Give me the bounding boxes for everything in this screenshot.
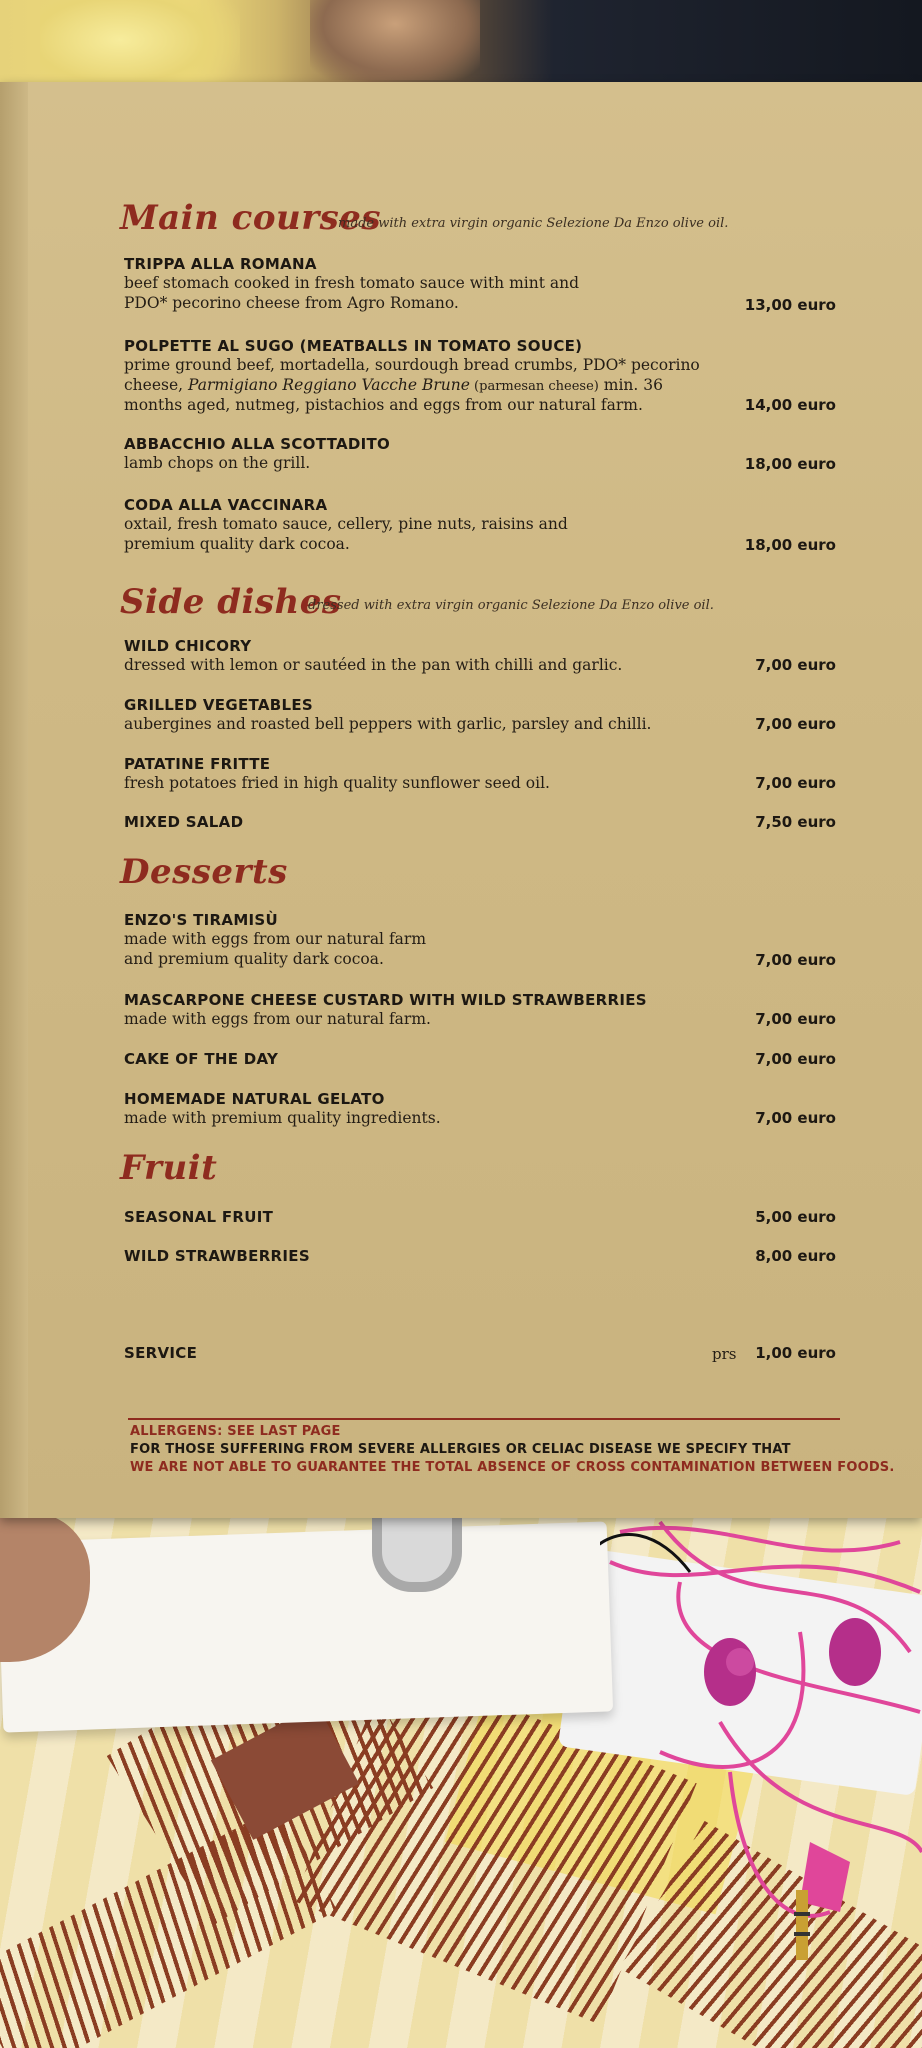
- menu-item-name: SEASONAL FRUIT: [124, 1208, 274, 1226]
- menu-item-desc: [124, 375, 663, 397]
- menu-item-name: PATATINE FRITTE: [124, 755, 271, 773]
- allergen-divider: [128, 1418, 840, 1420]
- desc-segment: cheese,: [124, 376, 188, 394]
- menu-item-desc: oxtail, fresh tomato sauce, cellery, pine nuts, raisins and: [124, 515, 568, 533]
- menu-item-price: 7,00 euro: [755, 656, 836, 674]
- person-in-background: [310, 0, 480, 80]
- menu-item-price: 14,00 euro: [744, 396, 836, 414]
- white-napkin: [0, 1521, 613, 1732]
- section-title-side-dishes: Side dishes: [120, 582, 342, 622]
- menu-item-name: POLPETTE AL SUGO (MEATBALLS IN TOMATO SOUCE): [124, 337, 583, 355]
- menu-item-price: 5,00 euro: [755, 1208, 836, 1226]
- menu-item-price: 7,00 euro: [755, 1109, 836, 1127]
- service-price: 1,00 euro: [755, 1344, 836, 1362]
- menu-item-name: MASCARPONE CHEESE CUSTARD WITH WILD STRAWBERRIES: [124, 991, 647, 1009]
- menu-item-price: 7,00 euro: [755, 1050, 836, 1068]
- menu-item-desc: dressed with lemon or sautéed in the pan with chilli and garlic.: [124, 656, 623, 674]
- menu-item-desc: made with eggs from our natural farm.: [124, 1010, 431, 1028]
- menu-item-desc: fresh potatoes fried in high quality sunflower seed oil.: [124, 774, 550, 792]
- desc-segment-italic: Parmigiano Reggiano Vacche Brune: [188, 376, 470, 394]
- menu-item-name: WILD CHICORY: [124, 637, 252, 655]
- service-label: SERVICE: [124, 1344, 198, 1362]
- menu-item-name: HOMEMADE NATURAL GELATO: [124, 1090, 385, 1108]
- menu-item-desc: premium quality dark cocoa.: [124, 535, 350, 553]
- menu-item-price: 7,00 euro: [755, 951, 836, 969]
- menu-item-desc: made with eggs from our natural farm: [124, 930, 427, 948]
- page-fold: [0, 82, 28, 1518]
- section-note-side-dishes: dressed with extra virgin organic Selezione Da Enzo olive oil.: [308, 598, 714, 613]
- menu-item-name: WILD STRAWBERRIES: [124, 1247, 310, 1265]
- menu-item-price: 18,00 euro: [744, 536, 836, 554]
- menu-item-name: ENZO'S TIRAMISÙ: [124, 911, 279, 929]
- menu-item-desc: beef stomach cooked in fresh tomato sauce with mint and: [124, 274, 580, 292]
- menu-item-name: MIXED SALAD: [124, 813, 244, 831]
- section-title-desserts: Desserts: [120, 852, 288, 892]
- menu-item-desc: lamb chops on the grill.: [124, 454, 311, 472]
- section-note-main-courses: made with extra virgin organic Selezione Da Enzo olive oil.: [338, 216, 729, 231]
- menu-item-name: CAKE OF THE DAY: [124, 1050, 279, 1068]
- menu-page: [0, 82, 922, 1518]
- allergen-heading: ALLERGENS: SEE LAST PAGE: [130, 1424, 341, 1439]
- menu-item-name: ABBACCHIO ALLA SCOTTADITO: [124, 435, 391, 453]
- desc-segment: min. 36: [598, 376, 663, 394]
- section-title-fruit: Fruit: [120, 1148, 218, 1188]
- service-unit: prs: [712, 1345, 737, 1363]
- menu-item-price: 7,00 euro: [755, 1010, 836, 1028]
- desc-segment-small: (parmesan cheese): [469, 379, 599, 394]
- menu-item-price: 7,00 euro: [755, 774, 836, 792]
- menu-item-desc: PDO* pecorino cheese from Agro Romano.: [124, 294, 459, 312]
- menu-item-name: GRILLED VEGETABLES: [124, 696, 314, 714]
- menu-item-price: 13,00 euro: [744, 296, 836, 314]
- menu-item-price: 8,00 euro: [755, 1247, 836, 1265]
- allergen-warning: WE ARE NOT ABLE TO GUARANTEE THE TOTAL ABSENCE OF CROSS CONTAMINATION BETWEEN FOODS.: [130, 1460, 895, 1475]
- metal-clip: [372, 1512, 462, 1592]
- tablecloth-scene: [0, 1512, 922, 2048]
- menu-item-desc: prime ground beef, mortadella, sourdough bread crumbs, PDO* pecorino: [124, 356, 700, 374]
- menu-item-desc: made with premium quality ingredients.: [124, 1109, 441, 1127]
- menu-item-name: CODA ALLA VACCINARA: [124, 496, 328, 514]
- menu-item-price: 18,00 euro: [744, 455, 836, 473]
- menu-item-desc: aubergines and roasted bell peppers with garlic, parsley and chilli.: [124, 715, 652, 733]
- allergen-notice: FOR THOSE SUFFERING FROM SEVERE ALLERGIES OR CELIAC DISEASE WE SPECIFY THAT: [130, 1442, 791, 1457]
- menu-item-price: 7,00 euro: [755, 715, 836, 733]
- section-title-main-courses: Main courses: [120, 198, 382, 238]
- menu-item-desc: and premium quality dark cocoa.: [124, 950, 384, 968]
- menu-item-name: TRIPPA ALLA ROMANA: [124, 255, 317, 273]
- menu-item-desc: months aged, nutmeg, pistachios and eggs from our natural farm.: [124, 396, 643, 414]
- menu-item-price: 7,50 euro: [755, 813, 836, 831]
